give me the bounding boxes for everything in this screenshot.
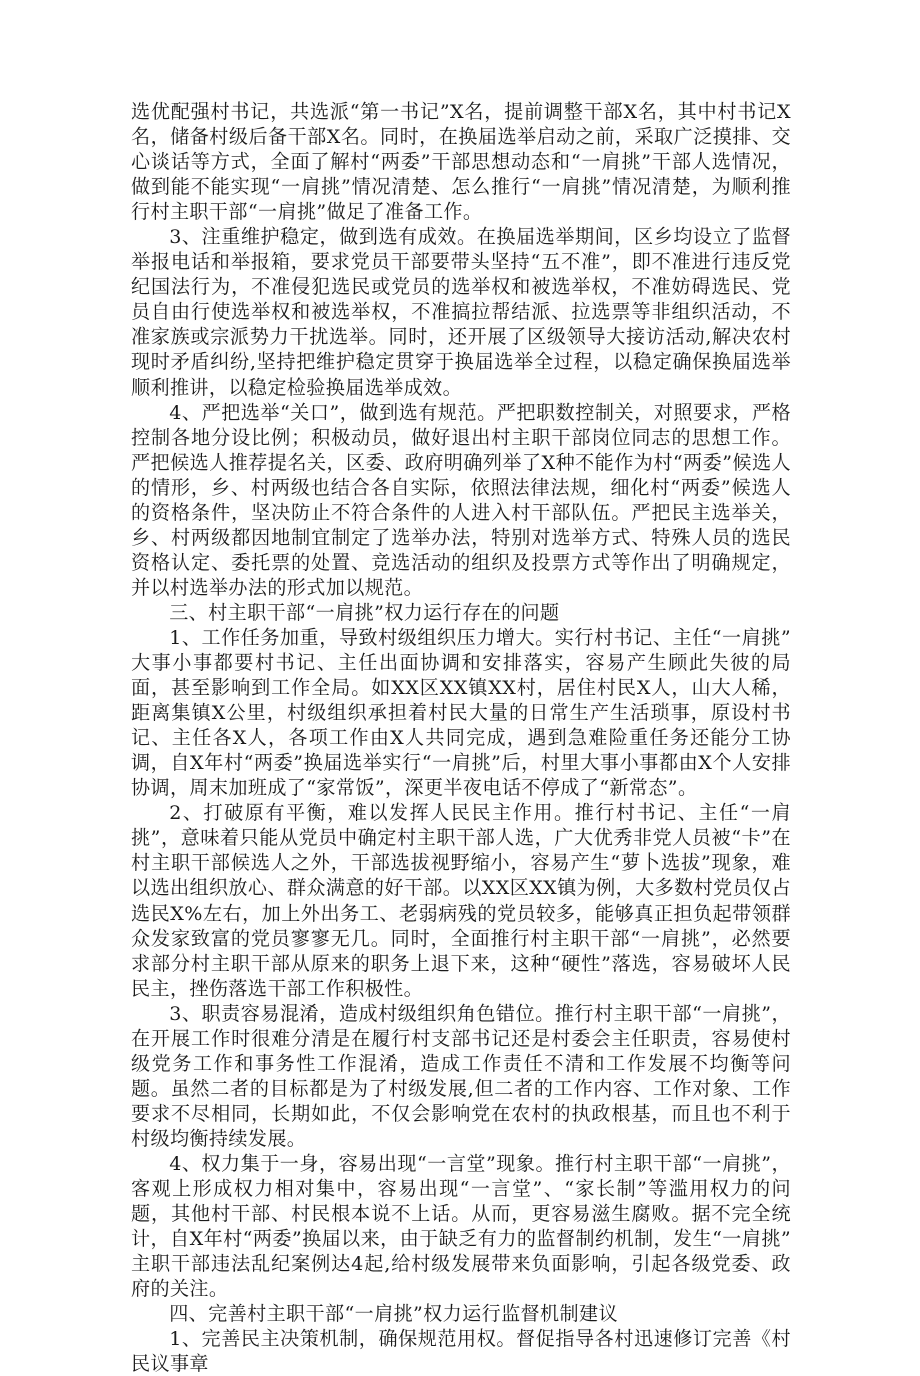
paragraph-section4-item1: 1、完善民主决策机制，确保规范用权。督促指导各村迅速修订完善《村民议事章	[131, 1327, 791, 1376]
paragraph-section3-item2: 2、打破原有平衡，难以发挥人民民主作用。推行村书记、主任“一肩挑”，意味着只能从党员中确定村主职干部人选，广大优秀非党人员被“卡”在村主职干部候选人之外，干部选拔视野缩小，容易产生“萝卜选拔”现象，难以选出组织放心、群众满意的好干部。以XX区XX镇为例，大多数村党员仅占选民X%左右，加上外出务工、老弱病残的党员较多，能够真正担负起带领群众发家致富的党员寥寥无几。同时，全面推行村主职干部“一肩挑”，必然要求部分村主职干部从原来的职务上退下来，这种“硬性”落选，容易破坏人民民主，挫伤落选干部工作积极性。	[131, 801, 791, 1000]
paragraph-continuation: 选优配强村书记，共选派“第一书记”X名，提前调整干部X名，其中村书记X名，储备村级后备干部X名。同时，在换届选举启动之前，采取广泛摸排、交心谈话等方式，全面了解村“两委”干部思想动态和“一肩挑”干部人选情况，做到能不能实现“一肩挑”情况清楚、怎么推行“一肩挑”情况清楚，为顺利推行村主职干部“一肩挑”做足了准备工作。	[131, 100, 791, 224]
paragraph-section3-item1: 1、工作任务加重，导致村级组织压力增大。实行村书记、主任“一肩挑”大事小事都要村书记、主任出面协调和安排落实，容易产生顾此失彼的局面，甚至影响到工作全局。如XX区XX镇XX村，居住村民X人，山大人稀，距离集镇X公里，村级组织承担着村民大量的日常生产生活琐事，原设村书记、主任各X人，各项工作由X人共同完成，遇到急难险重任务还能分工协调，自X年村“两委”换届选举实行“一肩挑”后，村里大事小事都由X个人安排协调，周末加班成了“家常饭”，深更半夜电话不停成了“新常态”。	[131, 625, 791, 800]
paragraph-section3-item3: 3、职责容易混淆，造成村级组织角色错位。推行村主职干部“一肩挑”，在开展工作时很难分清是在履行村支部书记还是村委会主任职责，容易使村级党务工作和事务性工作混淆，造成工作责任不清和工作发展不均衡等问题。虽然二者的目标都是为了村级发展,但二者的工作内容、工作对象、工作要求不尽相同，长期如此，不仅会影响党在农村的执政根基，而且也不利于村级均衡持续发展。	[131, 1001, 791, 1150]
heading-section-four: 四、完善村主职干部“一肩挑”权力运行监督机制建议	[169, 1302, 618, 1326]
paragraph-section2-item3: 3、注重维护稳定，做到选有成效。在换届选举期间，区乡均设立了监督举报电话和举报箱，要求党员干部要带头坚持“五不准”，即不准进行违反党纪国法行为，不准侵犯选民或党员的选举权和被选举权，不准妨碍选民、党员自由行使选举权和被选举权，不准搞拉帮结派、拉选票等非组织活动，不准家族或宗派势力干扰选举。同时，还开展了区级领导大接访活动,解决农村现时矛盾纠纷,坚持把维护稳定贯穿于换届选举全过程，以稳定确保换届选举顺利推讲，以稳定检验换届选举成效。	[131, 225, 791, 399]
paragraph-section3-item4: 4、权力集于一身，容易出现“一言堂”现象。推行村主职干部“一肩挑”，客观上形成权力相对集中，容易出现“一言堂”、“家长制”等滥用权力的问题，其他村干部、村民根本说不上话。从而，更容易滋生腐败。据不完全统计，自X年村“两委”换届以来，由于缺乏有力的监督制约机制，发生“一肩挑”主职干部违法乱纪案例达4起,给村级发展带来负面影响，引起各级党委、政府的关注。	[131, 1151, 791, 1301]
paragraph-section2-item4: 4、严把选举“关口”，做到选有规范。严把职数控制关，对照要求，严格控制各地分设比例；积极动员，做好退出村主职干部岗位同志的思想工作。严把候选人推荐提名关，区委、政府明确列举了X种不能作为村“两委”候选人的情形，乡、村两级也结合各自实际，依照法律法规，细化村“两委”候选人的资格条件，坚决防止不符合条件的人进入村干部队伍。严把民主选举关，乡、村两级都因地制宜制定了选举办法，特别对选举方式、特殊人员的选民资格认定、委托票的处置、竞选活动的组织及投票方式等作出了明确规定，并以村选举办法的形式加以规范。	[131, 400, 791, 599]
document-text-column	[131, 99, 791, 1376]
heading-section-three: 三、村主职干部“一肩挑”权力运行存在的问题	[169, 600, 560, 624]
